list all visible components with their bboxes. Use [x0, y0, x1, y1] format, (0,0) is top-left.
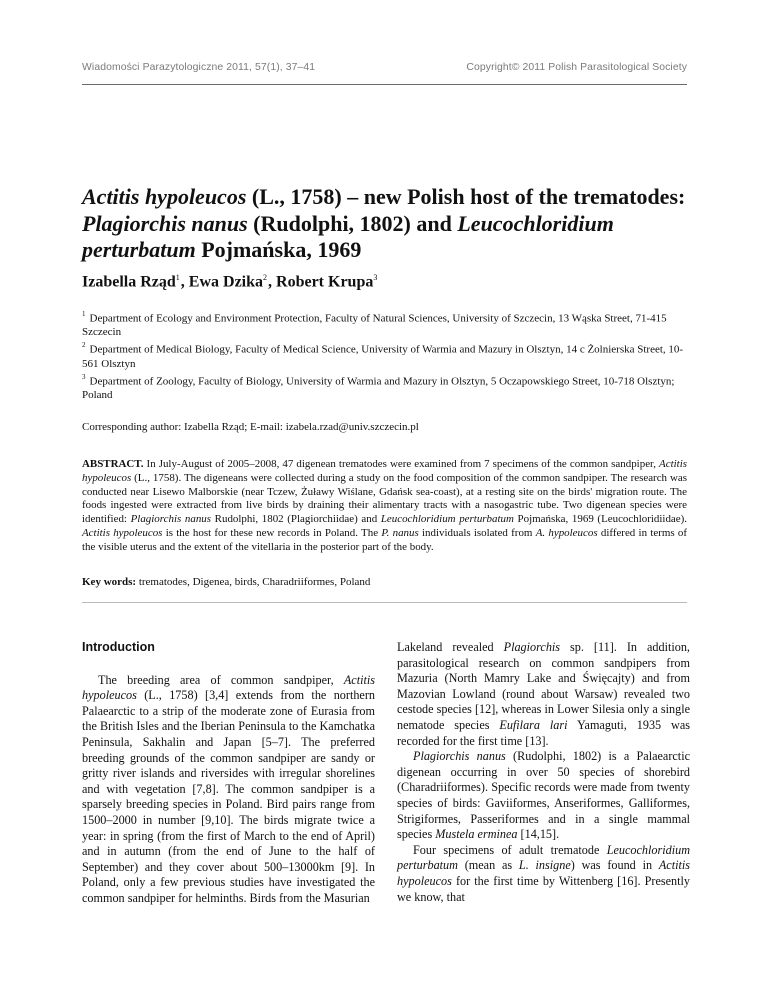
affiliation-text: Department of Medical Biology, Faculty of Medical Science, University of Warmia and Mazury in Olsztyn, 14 c Żolnierska Street, 10-561 Olsztyn [82, 343, 684, 370]
abstract-species: Actitis hypoleucos [82, 526, 163, 539]
abstract-species: Plagiorchis nanus [130, 513, 212, 526]
body-text: for the first time by Wittenberg [16]. Presently we know, that [397, 873, 690, 904]
author-list: Izabella Rząd$^1$, Ewa Dzika$^2$, Robert Krupa$^3$ [82, 273, 378, 291]
title-part: Pojmańska, 1969 [195, 237, 362, 262]
affiliation [82, 309, 687, 340]
abstract-species: Leucochloridium perturbatum [380, 513, 514, 526]
keywords-text: trematodes, Digenea, birds, Charadriiformes, Poland [136, 576, 371, 588]
title-part: (Rudolphi, 1802) and [247, 210, 458, 236]
header-divider [82, 84, 687, 85]
title-species-1: Plagiorchis nanus [82, 210, 248, 236]
body-paragraph [82, 673, 375, 907]
running-header [82, 62, 687, 90]
keywords-label: Key words: [82, 576, 137, 588]
abstract-text: individuals isolated from [418, 526, 536, 539]
section-divider [82, 602, 687, 603]
abstract [82, 458, 687, 555]
affiliation-mark: 1 [82, 310, 86, 318]
body-text: (Rudolphi, 1802) is a Palaearctic digenean occurring in over 50 species of shorebird (Charadriiformes). Specific records were made from twenty species of birds: Gaviiformes, Anseriformes, Galliformes, Strigiformes, Passeriformes and in a single mammal species [397, 749, 690, 842]
abstract-species: A. hypoleucos [535, 526, 598, 539]
affiliations [82, 309, 687, 403]
body-paragraph [397, 640, 690, 749]
abstract-text: (L., 1758). The digeneans were collected during a study on the food composition of the common sandpiper. The research was conducted near Lisewo Malborskie (near Tczew, Żuławy Wiślane, Gdańsk sea-coast), at a resting site on the birds' migration route. The foods ingested were extracted from live birds by draining their alimentary tracts with a nasogastric tube. Two digenean species were identified: [82, 471, 687, 526]
title-species-2: Leucochloridium perturbatum [82, 210, 614, 262]
abstract-text: Pojmańska, 1969 (Leucochloridiidae). [513, 513, 688, 526]
species-name: Mustela erminea [435, 827, 518, 842]
species-name: Eufilara lari [499, 717, 568, 732]
abstract-text: In July-August of 2005–2008, 47 digenean trematodes were examined from 7 specimens of the common sandpiper, [143, 458, 660, 470]
abstract-species: P. nanus [381, 526, 419, 539]
species-name: Leucochloridium perturbatum [397, 842, 690, 873]
species-name: Plagiorchis nanus [413, 749, 506, 764]
body-text: ) was found in [570, 858, 659, 873]
abstract-text: is the host for these new records in Poland. The [162, 526, 382, 539]
body-text: (mean as [457, 858, 519, 873]
body-column-right [397, 640, 690, 905]
title-host-species: Actitis hypoleucos [82, 184, 247, 209]
body-paragraph [397, 843, 690, 905]
affiliation [82, 372, 687, 403]
species-name: Actitis hypoleucos [397, 858, 690, 888]
title-part: (L., 1758) – new Polish host of the trematodes: [246, 184, 686, 209]
abstract-text: differed in terms of the visible uterus and the extent of the vitellaria in the posterior part of the body. [82, 526, 687, 553]
body-text: Lakeland revealed [397, 640, 504, 654]
affiliation [82, 340, 687, 371]
body-text: sp. [11]. In addition, parasitological research on common sandpipers from Mazuria (North Mamry Lake and Święcajty) and from Mazovian Lowland (round about Warsaw) revealed two cestode species [12], whereas in Lower Silesia only a single nematode species [397, 640, 690, 732]
keywords [82, 576, 687, 588]
body-text: The breeding area of common sandpiper, [98, 672, 344, 687]
body-column-left [82, 640, 375, 907]
author-affiliation-mark: 2 [263, 273, 268, 282]
abstract-text: Rudolphi, 1802 (Plagiorchiidae) and [211, 513, 381, 526]
body-text: [14,15]. [517, 827, 560, 842]
body-text: Yamaguti, 1935 was recorded for the first time [13]. [397, 717, 690, 748]
body-text: Four specimens of adult trematode [413, 842, 607, 857]
article-title [82, 184, 692, 264]
author-name: Ewa Dzika [188, 273, 264, 291]
species-name: Actitis hypoleucos [82, 672, 375, 703]
abstract-label: ABSTRACT. [82, 458, 144, 470]
author-affiliation-mark: 1 [175, 273, 180, 282]
author-name: Izabella Rząd [82, 273, 176, 291]
copyright-notice: Copyright© 2011 Polish Parasitological Society [466, 62, 687, 73]
affiliation-text: Department of Ecology and Environment Protection, Faculty of Natural Sciences, University of Szczecin, 13 Wąska Street, 71-415 Szczecin [82, 312, 667, 339]
author-name: Robert Krupa [276, 273, 374, 291]
author-affiliation-mark: 3 [373, 273, 378, 282]
affiliation-text: Department of Zoology, Faculty of Biology, University of Warmia and Mazury in Olsztyn, 5 Oczapowskiego Street, 10-718 Olsztyn; Poland [82, 375, 675, 401]
species-name: Plagiorchis [503, 640, 561, 654]
species-name: L. insigne [518, 858, 571, 873]
corresponding-author: Corresponding author: Izabella Rząd; E-mail: izabela.rzad@univ.szczecin.pl [82, 421, 419, 433]
affiliation-mark: 3 [82, 372, 86, 381]
abstract-species: Actitis hypoleucos [82, 458, 687, 484]
body-paragraph [397, 749, 690, 843]
affiliation-mark: 2 [82, 341, 86, 350]
section-heading: Introduction [82, 640, 155, 654]
journal-citation: Wiadomości Parazytologiczne 2011, 57(1), 37–41 [82, 62, 316, 73]
body-text: (L., 1758) [3,4] extends from the northern Palaearctic to a strip of the moderate zone of Eurasia from the British Isles and the Iberian Peninsula to the Kamchatka Peninsula, Sakhalin and Japan [5–7]. The preferred breeding grounds of the common sandpiper are sandy or gritty river islands and riversides with irregular shorelines and with vegetation [7,8]. The common sandpiper is a sparsely breeding species in Poland. Bird pairs range from 1500–2000 in number [9,10]. The birds migrate twice a year: in spring (from the first of March to the end of April) and in autumn (from the end of June to the half of September) and they cover about 500–13000km [9]. In Poland, only a few previous studies have investigated the common sandpiper for helminths. Birds from the Masurian [82, 688, 375, 905]
